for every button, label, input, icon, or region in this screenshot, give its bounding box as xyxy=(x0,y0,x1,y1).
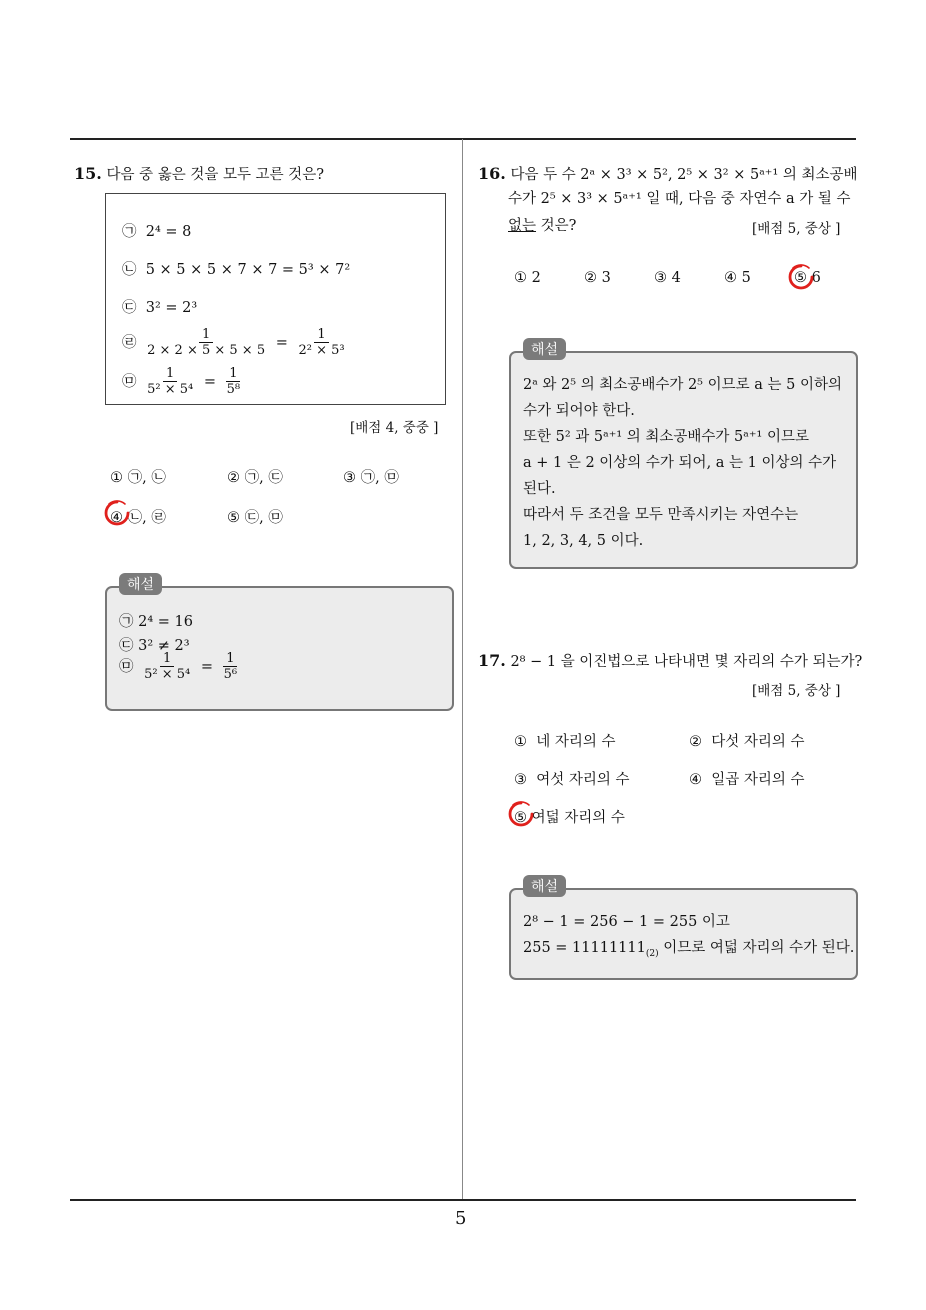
q15-solution-line2: ㉢ 3² ≠ 2³ xyxy=(119,638,190,654)
q16-score: [배점 5, 중상 ] xyxy=(752,221,841,237)
fraction: $\frac{1}{\text{5⁶}}$ xyxy=(223,651,238,682)
top-rule xyxy=(70,138,856,140)
underlined-word: 없는 xyxy=(508,218,537,234)
q15-solution-line3: ㉤ $\frac{1}{\text{5² × 5⁴}}$ = $\frac{1}{\text{5⁶}}$ xyxy=(119,651,243,683)
fraction: $\frac{1}{\text{5⁸}}$ xyxy=(226,366,241,397)
q15-item-e: ㉤ $\frac{1}{\text{5² × 5⁴}}$ = $\frac{1}{\text{5⁸}}$ xyxy=(122,366,246,398)
q15-item-a xyxy=(122,220,191,241)
column-divider xyxy=(462,139,463,1199)
q16-question-line2: 수가 2⁵ × 3³ × 5ᵃ⁺¹ 일 때, 다음 중 자연수 a 가 될 수 xyxy=(508,191,851,207)
item-label: ㉠ xyxy=(122,224,137,240)
q16-answer-mark-icon xyxy=(788,264,814,290)
q17-heading xyxy=(478,649,862,674)
q15-choice-2[interactable]: ② ㉠, ㉢ xyxy=(227,470,283,486)
page-number: 5 xyxy=(455,1208,467,1229)
q15-solution-line1: ㉠ 2⁴ = 16 xyxy=(119,614,193,630)
q15-items-box xyxy=(105,193,446,405)
q17-question: 2⁸ − 1 을 이진법으로 나타내면 몇 자리의 수가 되는가? xyxy=(510,654,863,670)
item-text: 2⁴ = 8 xyxy=(145,224,192,240)
q15-item-b xyxy=(122,258,350,279)
q16-question-line1: 다음 두 수 2ᵃ × 3³ × 5², 2⁵ × 3² × 5ᵃ⁺¹ 의 최소공배 xyxy=(510,167,858,183)
fraction: $\frac{1}{\text{5² × 5⁴}}$ xyxy=(147,366,194,397)
q16-choice-4[interactable]: ④ 5 xyxy=(724,270,751,286)
q15-heading xyxy=(74,162,324,187)
q15-solution-box xyxy=(105,577,454,711)
q16-solution-line: 따라서 두 조건을 모두 만족시키는 자연수는 xyxy=(523,507,799,523)
q16-solution-line: 또한 5² 과 5ᵃ⁺¹ 의 최소공배수가 5ᵃ⁺¹ 이므로 xyxy=(523,429,809,445)
q16-question-line3: 없는 것은? xyxy=(508,218,577,234)
q16-choice-1[interactable]: ① 2 xyxy=(514,270,541,286)
q16-solution-line: 된다. xyxy=(523,481,556,497)
q16-solution-line: 2ᵃ 와 2⁵ 의 최소공배수가 2⁵ 이므로 a 는 5 이하의 xyxy=(523,377,842,393)
item-text: 5 × 5 × 5 × 7 × 7 = 5³ × 7² xyxy=(145,262,351,278)
q17-choice-2[interactable]: ② 다섯 자리의 수 xyxy=(689,734,805,750)
item-label: ㉡ xyxy=(122,262,137,278)
fraction: $\frac{1}{\text{5² × 5⁴}}$ xyxy=(144,651,191,682)
q17-choice-5[interactable]: ⑤ 여덟 자리의 수 xyxy=(514,810,625,826)
q17-number: 17. xyxy=(478,651,506,670)
q16-choice-5[interactable]: ⑤ 6 xyxy=(794,270,821,286)
item-label: ㉤ xyxy=(122,374,137,390)
fraction: $\frac{1}{\text{2² × 5³}}$ xyxy=(298,327,345,358)
q15-score: [배점 4, 중중 ] xyxy=(350,420,439,436)
fraction: $\frac{1}{2 \times 2 \times 5 \times 5 \times 5}$ xyxy=(147,327,266,358)
q17-solution-line2: $255 = 11111111_{(2)}$ 이므로 여덟 자리의 수가 된다. xyxy=(523,940,855,959)
q15-choice-5[interactable]: ⑤ ㉢, ㉤ xyxy=(227,510,283,526)
q17-choice-4[interactable]: ④ 일곱 자리의 수 xyxy=(689,772,805,788)
q15-item-d: ㉣ $\frac{1}{2 \times 2 \times 5 \times 5 \times 5}$ = $\frac{1}{\text{2² × 5³}}$ xyxy=(122,327,351,359)
q17-answer-mark-icon xyxy=(508,801,534,827)
q17-solution-line1: 2⁸ − 1 = 256 − 1 = 255 이고 xyxy=(523,914,730,930)
q16-solution-line: 1, 2, 3, 4, 5 이다. xyxy=(523,533,644,549)
q17-choice-3[interactable]: ③ 여섯 자리의 수 xyxy=(514,772,630,788)
q15-answer-mark-icon xyxy=(104,500,130,526)
q16-solution-tag: 해설 xyxy=(523,338,566,360)
q15-solution-tag: 해설 xyxy=(119,573,162,595)
q15-question: 다음 중 옳은 것을 모두 고른 것은? xyxy=(106,167,324,183)
q15-number: 15. xyxy=(74,164,102,183)
q17-solution-box xyxy=(509,879,858,980)
q16-heading xyxy=(478,162,858,187)
q16-number: 16. xyxy=(478,164,506,183)
item-label: ㉣ xyxy=(122,335,137,351)
q16-choice-2[interactable]: ② 3 xyxy=(584,270,611,286)
q16-solution-line: 수가 되어야 한다. xyxy=(523,403,635,419)
item-text: 3² = 2³ xyxy=(145,300,198,316)
q17-choice-1[interactable]: ① 네 자리의 수 xyxy=(514,734,616,750)
q16-solution-line: a + 1 은 2 이상의 수가 되어, a 는 1 이상의 수가 xyxy=(523,455,837,471)
q15-choice-3[interactable]: ③ ㉠, ㉤ xyxy=(343,470,399,486)
item-label: ㉢ xyxy=(122,300,137,316)
q15-item-c xyxy=(122,296,197,317)
q15-choice-4[interactable]: ④ ㉡, ㉣ xyxy=(110,510,166,526)
q15-choice-1[interactable]: ① ㉠, ㉡ xyxy=(110,470,166,486)
q17-score: [배점 5, 중상 ] xyxy=(752,683,841,699)
q16-solution-box xyxy=(509,342,858,569)
bottom-rule xyxy=(70,1199,856,1201)
q16-choice-3[interactable]: ③ 4 xyxy=(654,270,681,286)
q17-solution-tag: 해설 xyxy=(523,875,566,897)
